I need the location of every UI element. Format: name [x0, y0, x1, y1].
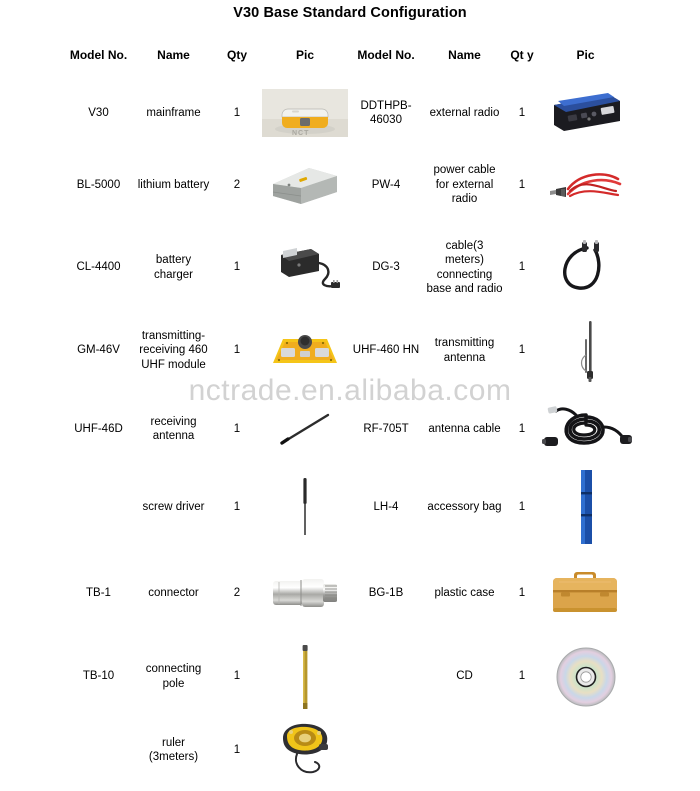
table-header-row [63, 31, 633, 80]
cell-pic [261, 640, 349, 713]
cell-name: plastic case [434, 586, 495, 599]
table-row [63, 546, 633, 640]
cell-pic [538, 713, 633, 787]
cell-pic [261, 546, 349, 640]
header-label-name-left: Name [157, 48, 190, 62]
cell-model [349, 640, 423, 713]
header-label-model-left: Model No. [69, 48, 128, 62]
cell-qty: 1 [233, 670, 241, 683]
cell-qty: 1 [518, 586, 526, 599]
table-row [63, 713, 633, 787]
cell-qty [506, 713, 538, 787]
cell-model [349, 713, 423, 787]
cell-model: UHF-46D [74, 422, 123, 435]
cell-qty: 1 [233, 500, 241, 513]
header-cell-model-right [349, 31, 423, 80]
cell-model: UHF-460 HN [352, 344, 420, 357]
cell-pic [261, 390, 349, 468]
cell-pic [261, 224, 349, 311]
header-cell-name-right [423, 31, 506, 80]
svg-text:NCT: NCT [292, 130, 310, 137]
cell-qty: 1 [518, 178, 526, 191]
external-radio-image [538, 91, 633, 135]
table-row [63, 224, 633, 311]
cell-name: CD [456, 670, 473, 683]
header-label-name-right: Name [448, 48, 481, 62]
power-cable-image [538, 165, 633, 205]
cell-pic [538, 390, 633, 468]
cell-pic [261, 713, 349, 787]
cell-model: DG-3 [372, 261, 400, 274]
accessory-bag-image [538, 470, 633, 544]
cell-pic [538, 80, 633, 146]
plastic-case-image [538, 566, 633, 620]
cell-name: lithium battery [137, 178, 210, 191]
cell-qty: 1 [233, 344, 241, 357]
cell-model [63, 468, 134, 546]
cell-name: power cable for external radio [433, 164, 496, 206]
cell-qty: 1 [518, 344, 526, 357]
cell-qty: 1 [518, 670, 526, 683]
cell-name: accessory bag [427, 500, 502, 513]
cell-name: external radio [429, 106, 500, 119]
header-label-pic-left: Pic [295, 48, 314, 62]
cell-name: connector [148, 586, 199, 599]
cell-qty: 2 [233, 586, 241, 599]
table-row [63, 468, 633, 546]
header-cell-name-left [134, 31, 213, 80]
cell-pic [538, 311, 633, 390]
cell-model: RF-705T [363, 422, 409, 435]
uhf-module-image [261, 329, 349, 373]
header-cell-qty-right [506, 31, 538, 80]
table-row [63, 390, 633, 468]
cell-name: ruler (3meters) [148, 736, 199, 763]
cell-name: antenna cable [428, 422, 501, 435]
header-cell-pic-right [538, 31, 633, 80]
connecting-cable-image [538, 238, 633, 298]
cell-model: BG-1B [368, 586, 404, 599]
cell-qty: 1 [233, 743, 241, 756]
cell-qty: 1 [233, 106, 241, 119]
cell-qty: 1 [233, 261, 241, 274]
cell-pic [261, 311, 349, 390]
cell-model: TB-1 [86, 586, 111, 599]
cell-name: receiving antenna [150, 415, 197, 442]
cell-model: PW-4 [371, 178, 401, 191]
cell-qty: 1 [518, 422, 526, 435]
header-label-pic-right: Pic [576, 48, 595, 62]
cell-name: screw driver [142, 500, 205, 513]
cell-pic [538, 146, 633, 224]
cell-qty: 1 [233, 422, 241, 435]
header-label-qty-right: Qt y [510, 48, 534, 62]
cell-model: V30 [88, 106, 109, 119]
screw-driver-image [261, 476, 349, 538]
cell-qty: 2 [233, 178, 241, 191]
cd-disc-image [538, 646, 633, 708]
cell-name [423, 713, 506, 787]
lithium-battery-image [261, 162, 349, 208]
cell-name: battery charger [154, 254, 193, 281]
gnss-receiver-mainframe-image [261, 89, 349, 137]
page-title: V30 Base Standard Configuration [233, 5, 467, 21]
cell-qty: 1 [518, 261, 526, 274]
antenna-cable-image [538, 401, 633, 457]
tape-measure-image [261, 720, 349, 780]
cell-name: connecting pole [145, 663, 202, 690]
cell-pic [538, 468, 633, 546]
cell-qty: 1 [518, 106, 526, 119]
battery-charger-image [261, 241, 349, 295]
table-row [63, 146, 633, 224]
header-label-qty-left: Qty [226, 48, 247, 62]
connector-image [261, 573, 349, 613]
header-cell-model-left [63, 31, 134, 80]
table-row [63, 640, 633, 713]
cell-name: cable(3 meters) connecting base and radio [426, 239, 503, 295]
configuration-table [63, 31, 633, 787]
header-cell-pic-left [261, 31, 349, 80]
header-cell-qty-left [213, 31, 261, 80]
connecting-pole-image [261, 643, 349, 711]
table-row [63, 311, 633, 390]
cell-name: transmitting antenna [434, 337, 495, 364]
watermark: nctrade.en.alibaba.com [188, 374, 512, 407]
cell-pic [261, 468, 349, 546]
cell-model [63, 713, 134, 787]
cell-pic [261, 80, 349, 146]
cell-pic [538, 640, 633, 713]
transmitting-antenna-image [538, 319, 633, 383]
table-row [63, 80, 633, 146]
cell-qty: 1 [518, 500, 526, 513]
cell-model: LH-4 [373, 500, 399, 513]
cell-model: TB-10 [82, 670, 115, 683]
header-label-model-right: Model No. [357, 48, 415, 62]
cell-pic [538, 224, 633, 311]
cell-model: CL-4400 [76, 261, 121, 274]
cell-pic [261, 146, 349, 224]
cell-name: mainframe [146, 106, 201, 119]
cell-model: DDTHPB-46030 [360, 99, 412, 126]
cell-pic [538, 546, 633, 640]
receiving-antenna-image [261, 407, 349, 451]
cell-model: GM-46V [77, 344, 120, 357]
cell-model: BL-5000 [76, 178, 121, 191]
cell-name: transmitting-receiving 460 UHF module [139, 329, 208, 371]
